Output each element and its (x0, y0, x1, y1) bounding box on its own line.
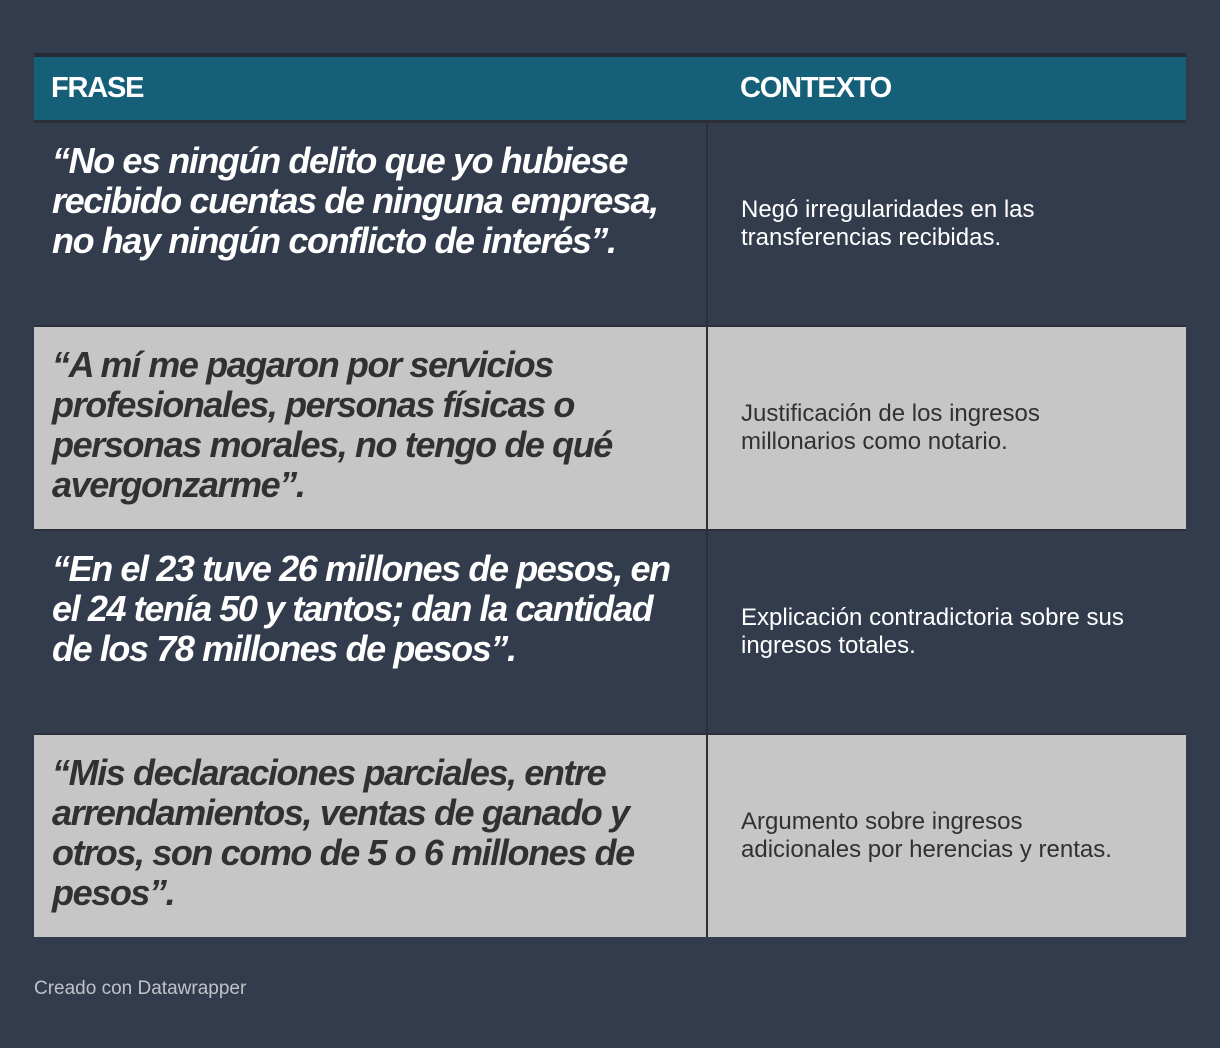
column-header-frase[interactable]: FRASE (51, 72, 144, 104)
context-cell: Negó irregularidades en las transferencias recibidas. (741, 196, 1035, 251)
quote-cell: “A mí me pagaron por servicios profesionales, personas físicas o personas morales, no tengo de qué avergonzarme”. (34, 327, 708, 529)
datawrapper-credit: Creado con Datawrapper (34, 978, 247, 999)
context-cell: Justificación de los ingresos millonarios como notario. (741, 400, 1040, 455)
table-row (34, 123, 1186, 325)
table-row (34, 529, 1186, 733)
column-header-contexto[interactable]: CONTEXTO (740, 72, 891, 104)
table-row (34, 733, 1186, 937)
table-row (34, 325, 1186, 529)
context-cell: Argumento sobre ingresos adicionales por herencias y rentas. (741, 808, 1112, 863)
context-cell: Explicación contradictoria sobre sus ingresos totales. (741, 604, 1124, 659)
quote-cell: “Mis declaraciones parciales, entre arrendamientos, ventas de ganado y otros, son como de 5 o 6 millones de pesos”. (34, 735, 708, 937)
quotes-table (34, 53, 1186, 937)
quote-cell: “No es ningún delito que yo hubiese recibido cuentas de ninguna empresa, no hay ningún conflicto de interés”. (34, 123, 708, 325)
quote-cell: “En el 23 tuve 26 millones de pesos, en el 24 tenía 50 y tantos; dan la cantidad de los 78 millones de pesos”. (34, 531, 708, 733)
table-header (34, 57, 1186, 123)
